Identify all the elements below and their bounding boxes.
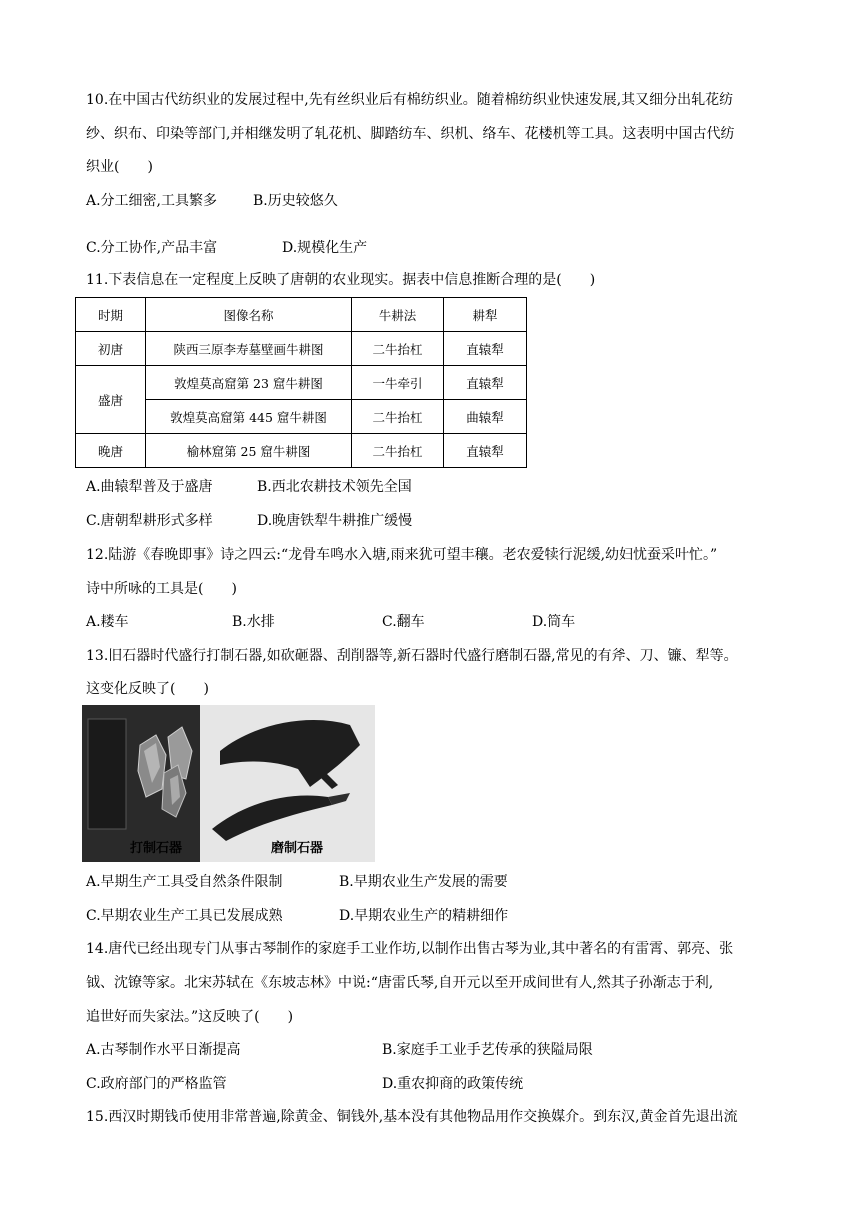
table-cell-method: 二牛抬杠 (352, 332, 444, 366)
q11-option-c: C.唐朝犁耕形式多样 (86, 513, 213, 529)
q14-stem-line-3: 追世好而失家法。”这反映了( ) (86, 1009, 294, 1025)
q11-option-d: D.晚唐铁犁牛耕推广缓慢 (257, 513, 413, 529)
table-cell-method: 一牛牵引 (352, 366, 444, 400)
q10-option-c: C.分工协作,产品丰富 (86, 240, 218, 256)
table-header-row (76, 298, 527, 332)
table-cell-name: 敦煌莫高窟第 23 窟牛耕图 (146, 366, 352, 400)
q12-option-a: A.耧车 (86, 614, 129, 630)
table-row (76, 332, 527, 366)
q12-stem-line-2: 诗中所咏的工具是( ) (86, 581, 237, 597)
q15-stem-line-1: 15.西汉时期钱币使用非常普遍,除黄金、铜钱外,基本没有其他物品用作交换媒介。到东汉,黄金首先退出流 (86, 1109, 738, 1125)
q12-option-b: B.水排 (232, 614, 275, 630)
table-cell-method: 二牛抬杠 (352, 434, 444, 468)
q11-option-b: B.西北农耕技术领先全国 (257, 479, 412, 495)
q12-stem-line-1: 12.陆游《春晚即事》诗之四云:“龙骨车鸣水入塘,雨来犹可望丰穰。老农爱犊行泥缓,幼妇忧蚕采叶忙。” (86, 547, 718, 563)
table-cell-name: 敦煌莫高窟第 445 窟牛耕图 (146, 400, 352, 434)
table-row (76, 434, 527, 468)
q13-option-d: D.早期农业生产的精耕细作 (339, 908, 509, 924)
table-cell-plough: 直辕犁 (444, 366, 527, 400)
table-header: 耕犁 (444, 298, 527, 332)
tang-farming-table (75, 297, 527, 468)
table-cell-name: 陕西三原李寿墓壁画牛耕图 (146, 332, 352, 366)
q13-option-b: B.早期农业生产发展的需要 (339, 874, 508, 890)
q13-stem-line-2: 这变化反映了( ) (86, 681, 209, 697)
q10-option-a: A.分工细密,工具繁多 (86, 193, 218, 209)
table-cell-period: 盛唐 (76, 366, 146, 434)
q13-option-a: A.早期生产工具受自然条件限制 (86, 874, 283, 890)
table-cell-plough: 直辕犁 (444, 332, 527, 366)
q14-option-a: A.古琴制作水平日渐提高 (86, 1042, 241, 1058)
chipped-stone-caption: 打制石器 (130, 841, 183, 856)
table-cell-plough: 曲辕犁 (444, 400, 527, 434)
q14-stem-line-1: 14.唐代已经出现专门从事古琴制作的家庭手工业作坊,以制作出售古琴为业,其中著名的有雷霄、郭亮、张 (86, 941, 734, 957)
q13-stem-line-1: 13.旧石器时代盛行打制石器,如砍砸器、刮削器等,新石器时代盛行磨制石器,常见的有斧、刀、镰、犁等。 (86, 648, 738, 664)
q14-option-d: D.重农抑商的政策传统 (382, 1076, 524, 1092)
q10-stem-line-3: 织业( ) (86, 159, 153, 175)
q14-stem-line-2: 钺、沈镣等家。北宋苏轼在《东坡志林》中说:“唐雷氏琴,自开元以至开成间世有人,然其子孙渐志于利, (86, 975, 714, 991)
table-cell-period: 初唐 (76, 332, 146, 366)
q11-stem: 11.下表信息在一定程度上反映了唐朝的农业现实。据表中信息推断合理的是( ) (86, 272, 596, 288)
table-row (76, 366, 527, 400)
stone-tools-figure (82, 705, 375, 862)
table-cell-plough: 直辕犁 (444, 434, 527, 468)
q12-option-c: C.翻车 (382, 614, 425, 630)
table-header: 图像名称 (146, 298, 352, 332)
table-header: 牛耕法 (352, 298, 444, 332)
table-cell-method: 二牛抬杠 (352, 400, 444, 434)
q11-option-a: A.曲辕犁普及于盛唐 (86, 479, 213, 495)
table-cell-period: 晚唐 (76, 434, 146, 468)
q12-option-d: D.筒车 (532, 614, 576, 630)
q13-option-c: C.早期农业生产工具已发展成熟 (86, 908, 283, 924)
q14-option-c: C.政府部门的严格监管 (86, 1076, 227, 1092)
table-header: 时期 (76, 298, 146, 332)
q10-stem-line-2: 纱、织布、印染等部门,并相继发明了轧花机、脚踏纺车、织机、络车、花楼机等工具。这表明中国古代纺 (86, 126, 735, 142)
table-cell-name: 榆林窟第 25 窟牛耕图 (146, 434, 352, 468)
q10-option-b: B.历史较悠久 (253, 193, 338, 209)
polished-stone-caption: 磨制石器 (271, 841, 324, 856)
q14-option-b: B.家庭手工业手艺传承的狭隘局限 (382, 1042, 593, 1058)
q10-option-d: D.规模化生产 (282, 240, 368, 256)
q10-stem-line-1: 10.在中国古代纺织业的发展过程中,先有丝织业后有棉纺织业。随着棉纺织业快速发展,其又细分出轧花纺 (86, 92, 734, 108)
